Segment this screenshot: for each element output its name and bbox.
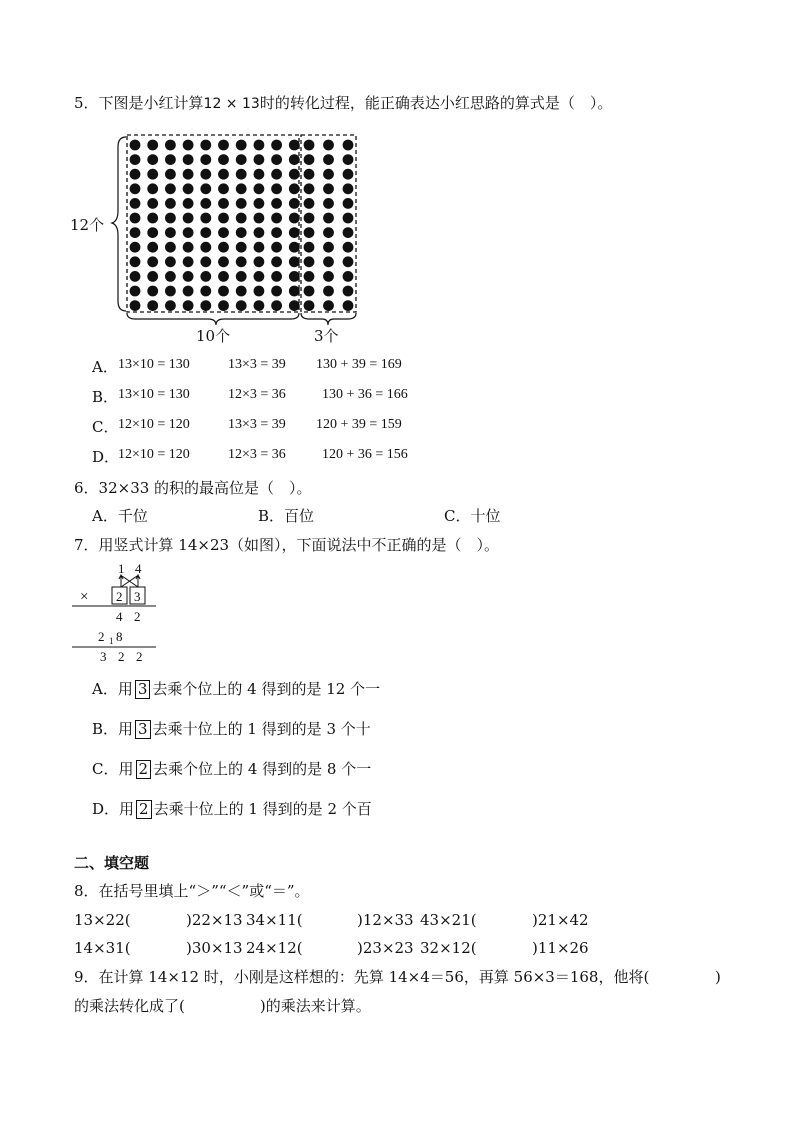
dot xyxy=(236,213,247,224)
dot xyxy=(343,140,354,151)
dot xyxy=(323,169,334,180)
dot xyxy=(323,198,334,209)
q8-right-expression: )12×33 xyxy=(357,911,414,929)
dot xyxy=(271,183,282,194)
dot xyxy=(165,183,176,194)
dot xyxy=(236,198,247,209)
partial2-digit-1: 2 xyxy=(98,629,105,644)
dot xyxy=(200,198,211,209)
dot xyxy=(304,286,315,297)
dot xyxy=(236,227,247,238)
partial1-digit-1: 4 xyxy=(116,609,123,624)
dot xyxy=(147,286,158,297)
dot xyxy=(343,154,354,165)
dot xyxy=(183,198,194,209)
dot xyxy=(130,242,141,253)
q7-option[interactable] xyxy=(92,720,371,739)
dot xyxy=(183,242,194,253)
dot xyxy=(183,300,194,311)
dot xyxy=(130,300,141,311)
dot xyxy=(218,154,229,165)
dot xyxy=(165,227,176,238)
dot xyxy=(254,242,265,253)
option-text: 百位 xyxy=(284,507,315,525)
result-digit-3: 2 xyxy=(136,649,143,664)
partial1-digit-2: 2 xyxy=(134,609,141,624)
dot xyxy=(304,256,315,267)
dot xyxy=(271,140,282,151)
dot xyxy=(130,154,141,165)
partial2-digit-2: 8 xyxy=(116,629,123,644)
q7-option[interactable] xyxy=(92,800,372,819)
q5-option-expression: 120 + 36 = 156 xyxy=(322,447,408,462)
q8-left-expression: 43×21( xyxy=(420,911,477,929)
dot xyxy=(289,169,300,180)
dot xyxy=(183,227,194,238)
dot xyxy=(130,183,141,194)
dot xyxy=(271,198,282,209)
dot xyxy=(218,286,229,297)
dot xyxy=(147,227,158,238)
dot xyxy=(236,271,247,282)
dot xyxy=(218,213,229,224)
q5-option-expression: 130 + 39 = 169 xyxy=(316,357,402,372)
dot xyxy=(254,213,265,224)
option-letter: A． xyxy=(92,680,118,698)
dot xyxy=(218,140,229,151)
dot xyxy=(254,198,265,209)
dot xyxy=(271,227,282,238)
right-cols-brace xyxy=(301,313,356,325)
option-text: 去乘个位上的 4 得到的是 12 个一 xyxy=(152,680,381,698)
dot xyxy=(323,242,334,253)
q9-line1-text: 9．在计算 14×12 时，小刚是这样想的：先算 14×4＝56，再算 56×3＝168，他将( xyxy=(74,968,650,986)
dot xyxy=(236,300,247,311)
q8-left-expression: 34×11( xyxy=(246,911,303,929)
dot xyxy=(254,154,265,165)
option-letter: B． xyxy=(92,720,119,738)
q9-line1 xyxy=(74,970,649,985)
boxed-digit: 2 xyxy=(136,760,152,779)
dot xyxy=(304,183,315,194)
option-text: 去乘个位上的 4 得到的是 8 个一 xyxy=(153,760,372,778)
q8-left-expression: 32×12( xyxy=(420,939,477,957)
q8-right-expression: )23×23 xyxy=(357,939,414,957)
q5-expression: 12 × 13 xyxy=(203,96,260,112)
dot xyxy=(236,140,247,151)
dot xyxy=(183,286,194,297)
q7-stem: 7．用竖式计算 14×23（如图），下面说法中不正确的是（ ）。 xyxy=(74,536,500,554)
dot xyxy=(304,140,315,151)
dot xyxy=(236,256,247,267)
dot xyxy=(130,213,141,224)
dot xyxy=(200,183,211,194)
dot xyxy=(304,169,315,180)
dot xyxy=(130,140,141,151)
q6-option-c[interactable] xyxy=(444,509,501,524)
dot xyxy=(165,300,176,311)
dot xyxy=(304,154,315,165)
dot xyxy=(289,227,300,238)
q5-left-cols-label: 10个 xyxy=(196,327,231,345)
result-digit-1: 3 xyxy=(100,649,107,664)
top-digit-2: 4 xyxy=(135,561,142,576)
dot xyxy=(271,300,282,311)
q6-option-a[interactable] xyxy=(92,509,148,524)
dot xyxy=(254,140,265,151)
dot xyxy=(218,227,229,238)
dot xyxy=(236,154,247,165)
dot xyxy=(289,286,300,297)
q7-option[interactable] xyxy=(92,760,371,779)
dot xyxy=(289,183,300,194)
times-sign: × xyxy=(80,589,89,605)
dot xyxy=(343,286,354,297)
q5-stem xyxy=(74,96,612,111)
carry-digit: 1 xyxy=(109,636,114,646)
q5-option-expression: 12×10 = 120 xyxy=(118,447,190,462)
dot xyxy=(236,183,247,194)
option-letter: B． xyxy=(258,507,285,525)
dot xyxy=(200,140,211,151)
dot xyxy=(183,183,194,194)
dot xyxy=(218,300,229,311)
dot xyxy=(343,242,354,253)
dot xyxy=(254,271,265,282)
dot xyxy=(165,140,176,151)
q5-option-letter[interactable]: C． xyxy=(92,418,119,436)
dot xyxy=(254,286,265,297)
option-letter: A． xyxy=(92,507,118,525)
dot xyxy=(200,242,211,253)
dot xyxy=(165,198,176,209)
dot xyxy=(130,169,141,180)
dot xyxy=(304,198,315,209)
dot xyxy=(200,256,211,267)
dot xyxy=(343,256,354,267)
q8-left-expression: 24×12( xyxy=(246,939,303,957)
dot xyxy=(323,227,334,238)
dot xyxy=(147,154,158,165)
dot xyxy=(236,169,247,180)
q6-option-b[interactable] xyxy=(258,509,314,524)
dot-grid xyxy=(130,140,354,311)
dot xyxy=(200,227,211,238)
dot xyxy=(130,227,141,238)
dot xyxy=(304,271,315,282)
q6-stem: 6．32×33 的积的最高位是（ ）。 xyxy=(74,479,312,497)
dot xyxy=(147,242,158,253)
dot xyxy=(343,169,354,180)
option-text: 用 xyxy=(119,800,135,818)
dot xyxy=(271,169,282,180)
boxed-digit: 3 xyxy=(135,720,151,739)
dot xyxy=(130,256,141,267)
dot xyxy=(218,256,229,267)
dot xyxy=(165,242,176,253)
dot xyxy=(254,183,265,194)
q5-option-expression: 13×3 = 39 xyxy=(228,357,286,372)
dot xyxy=(200,169,211,180)
dot xyxy=(289,271,300,282)
dot xyxy=(183,213,194,224)
dot xyxy=(147,198,158,209)
q7-option[interactable] xyxy=(92,680,380,699)
q5-option-expression: 13×10 = 130 xyxy=(118,387,190,402)
dot xyxy=(165,154,176,165)
dot xyxy=(147,169,158,180)
rows-brace xyxy=(112,137,126,311)
dot xyxy=(236,242,247,253)
dot xyxy=(323,256,334,267)
dot xyxy=(304,213,315,224)
option-text: 去乘十位上的 1 得到的是 2 个百 xyxy=(153,800,372,818)
dot xyxy=(218,183,229,194)
dot xyxy=(147,271,158,282)
dot xyxy=(289,256,300,267)
q5-right-cols-label: 3个 xyxy=(314,327,339,345)
q8-right-expression: )30×13 xyxy=(186,939,243,957)
dot xyxy=(218,198,229,209)
dot xyxy=(147,256,158,267)
option-text: 十位 xyxy=(470,507,501,525)
section-2-title: 二、填空题 xyxy=(74,854,150,872)
dot xyxy=(289,140,300,151)
boxed-digit: 3 xyxy=(135,680,151,699)
dot xyxy=(271,286,282,297)
dot xyxy=(323,183,334,194)
q5-stem-post: 时的转化过程，能正确表达小红思路的算式是（ ）。 xyxy=(259,94,613,112)
option-text: 用 xyxy=(118,720,134,738)
dot xyxy=(183,154,194,165)
option-letter: C． xyxy=(92,760,119,778)
dot xyxy=(271,242,282,253)
option-text: 去乘十位上的 1 得到的是 3 个十 xyxy=(152,720,371,738)
q5-dot-diagram xyxy=(60,125,370,355)
q5-option-letter[interactable]: D． xyxy=(92,448,120,466)
dot xyxy=(218,169,229,180)
dot xyxy=(289,198,300,209)
dot xyxy=(289,242,300,253)
dot xyxy=(271,256,282,267)
dot xyxy=(200,271,211,282)
top-digit-1: 1 xyxy=(118,561,125,576)
dot xyxy=(304,227,315,238)
q5-option-expression: 12×3 = 36 xyxy=(228,447,286,462)
dot xyxy=(130,198,141,209)
q9-line2: 的乘法转化成了( )的乘法来计算。 xyxy=(74,997,371,1015)
dot xyxy=(254,300,265,311)
dot xyxy=(343,213,354,224)
q8-right-expression: )22×13 xyxy=(186,911,243,929)
q5-option-expression: 12×3 = 36 xyxy=(228,387,286,402)
dot xyxy=(323,213,334,224)
dot xyxy=(130,286,141,297)
dot xyxy=(304,300,315,311)
q5-rows-label: 12个 xyxy=(70,216,105,234)
dot xyxy=(200,286,211,297)
dot xyxy=(147,213,158,224)
dot xyxy=(183,140,194,151)
option-text: 用 xyxy=(118,760,134,778)
dot xyxy=(200,300,211,311)
q7-vertical-calculation xyxy=(70,560,170,668)
dot xyxy=(254,169,265,180)
dot xyxy=(218,242,229,253)
dot xyxy=(147,140,158,151)
q5-option-expression: 120 + 39 = 159 xyxy=(316,417,402,432)
dot xyxy=(147,183,158,194)
mult-digit-1: 2 xyxy=(116,589,123,604)
dot xyxy=(165,213,176,224)
dot xyxy=(343,271,354,282)
dot xyxy=(323,140,334,151)
dot xyxy=(165,286,176,297)
dot xyxy=(271,154,282,165)
dot xyxy=(183,169,194,180)
dot xyxy=(165,271,176,282)
q8-stem: 8．在括号里填上“＞”“＜”或“＝”。 xyxy=(74,882,310,900)
result-digit-2: 2 xyxy=(118,649,125,664)
option-text: 用 xyxy=(117,680,133,698)
dot xyxy=(236,286,247,297)
dot xyxy=(343,198,354,209)
option-letter: D． xyxy=(92,800,120,818)
dot xyxy=(323,271,334,282)
dot xyxy=(271,271,282,282)
q8-left-expression: 13×22( xyxy=(74,911,131,929)
dot xyxy=(183,256,194,267)
q5-option-letter[interactable]: A． xyxy=(92,358,118,376)
dot xyxy=(165,256,176,267)
dot xyxy=(343,300,354,311)
dot xyxy=(289,154,300,165)
dot xyxy=(323,154,334,165)
q5-option-expression: 130 + 36 = 166 xyxy=(322,387,408,402)
q5-option-expression: 13×10 = 130 xyxy=(118,357,190,372)
q9-line1-end: ) xyxy=(715,968,721,986)
dot xyxy=(183,271,194,282)
dot xyxy=(200,213,211,224)
option-text: 千位 xyxy=(117,507,148,525)
option-letter: C． xyxy=(444,507,471,525)
dot xyxy=(343,183,354,194)
dot xyxy=(254,227,265,238)
q5-option-expression: 12×10 = 120 xyxy=(118,417,190,432)
left-cols-brace xyxy=(127,313,299,325)
dot xyxy=(304,242,315,253)
dot xyxy=(218,271,229,282)
dot xyxy=(323,300,334,311)
dot xyxy=(254,256,265,267)
q5-option-letter[interactable]: B． xyxy=(92,388,119,406)
q5-stem-pre: 5．下图是小红计算 xyxy=(74,94,204,112)
dot xyxy=(323,286,334,297)
dot xyxy=(130,271,141,282)
dot xyxy=(289,213,300,224)
q8-right-expression: )21×42 xyxy=(532,911,589,929)
dot xyxy=(200,154,211,165)
boxed-digit: 2 xyxy=(136,800,152,819)
mult-digit-2: 3 xyxy=(134,589,141,604)
dot xyxy=(165,169,176,180)
dot xyxy=(343,227,354,238)
q5-option-expression: 13×3 = 39 xyxy=(228,417,286,432)
dot xyxy=(147,300,158,311)
q8-right-expression: )11×26 xyxy=(532,939,589,957)
q8-left-expression: 14×31( xyxy=(74,939,131,957)
dot xyxy=(271,213,282,224)
dot xyxy=(289,300,300,311)
